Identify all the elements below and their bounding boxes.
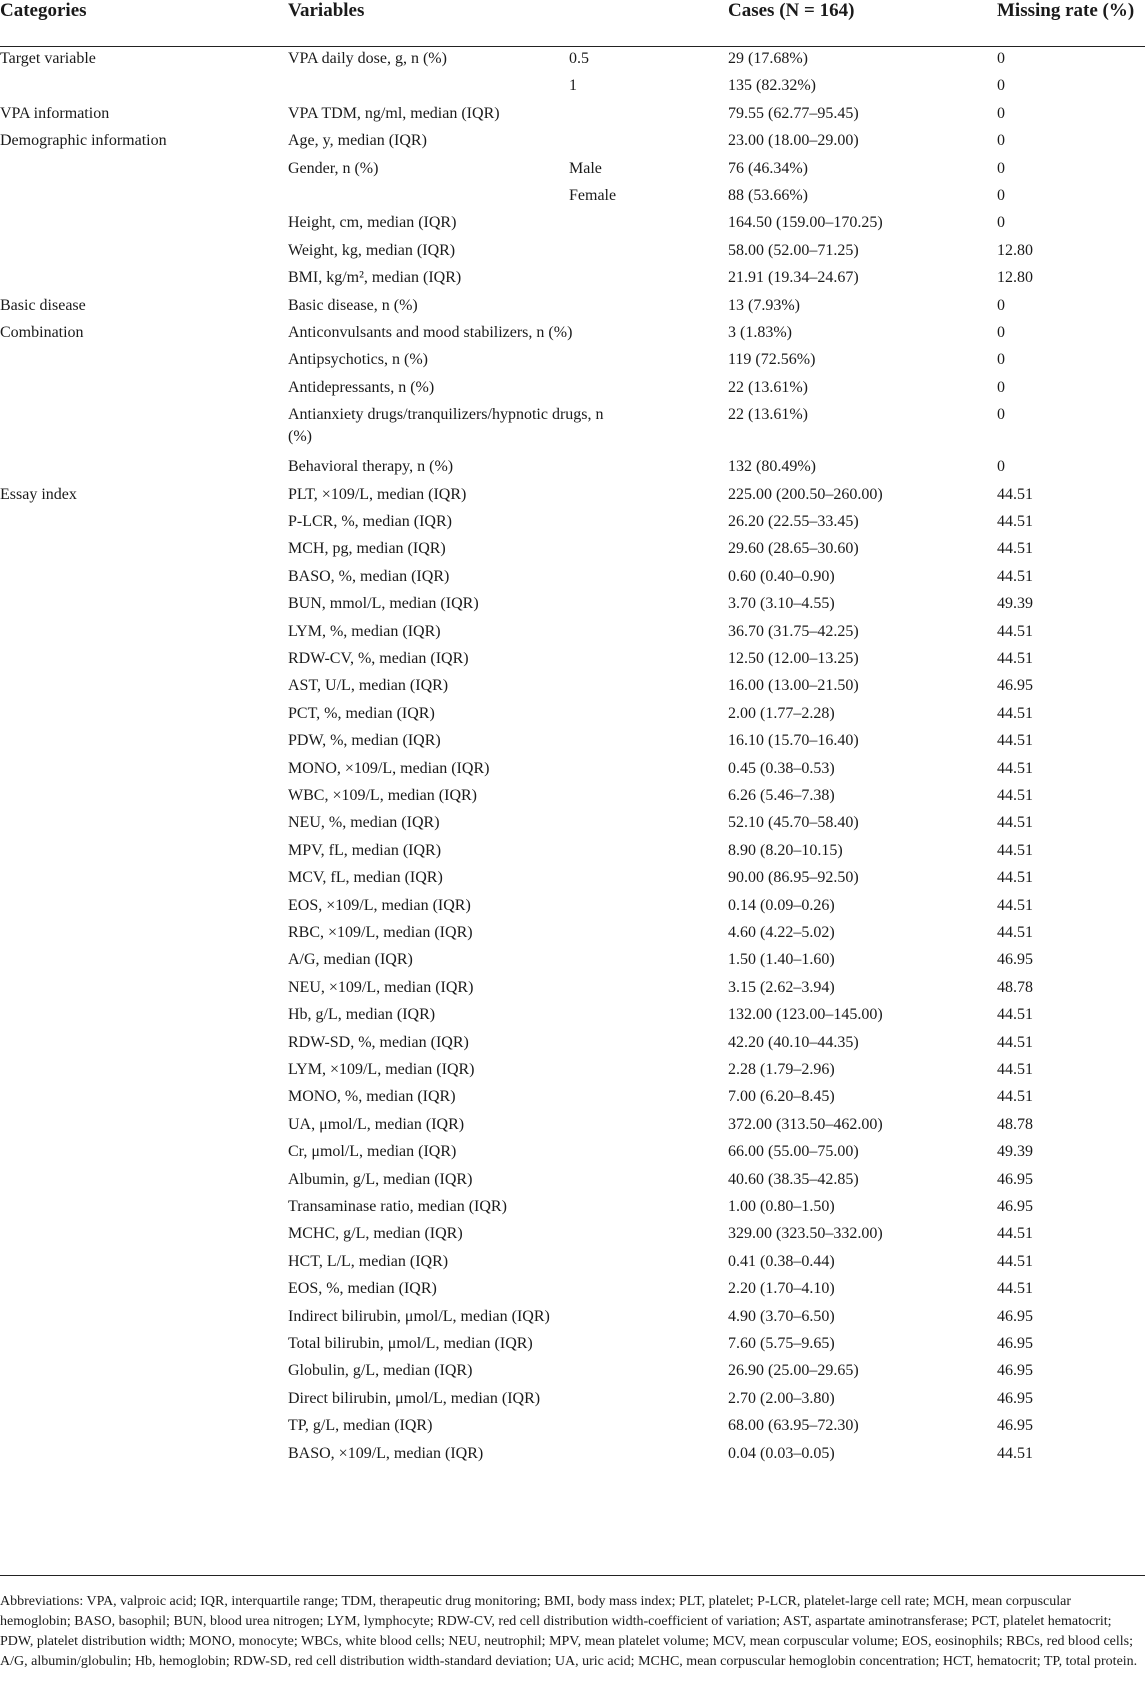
cases-cell: 23.00 (18.00–29.00): [728, 132, 859, 150]
variable-cell: MCHC, g/L, median (IQR): [288, 1225, 463, 1243]
subgroup-cell: 0.5: [569, 50, 589, 67]
table-row: [0, 401, 1145, 453]
table-row: [0, 1220, 1145, 1249]
table-row: [0, 155, 1145, 184]
header-categories: Categories: [0, 0, 87, 21]
missing-rate-cell: 0: [997, 132, 1005, 150]
category-cell: Target variable: [0, 50, 96, 67]
variable-cell: PLT, ×109/L, median (IQR): [288, 485, 467, 503]
variable-cell: Weight, kg, median (IQR): [288, 241, 456, 259]
variable-cell: A/G, median (IQR): [288, 951, 413, 969]
variable-cell: MCV, fL, median (IQR): [288, 869, 443, 887]
variable-cell: AST, U/L, median (IQR): [288, 677, 449, 695]
variable-cell: LYM, ×109/L, median (IQR): [288, 1061, 475, 1078]
variable-cell: HCT, L/L, median (IQR): [288, 1252, 449, 1270]
table-row: [0, 237, 1145, 266]
table-row: [0, 837, 1145, 866]
variable-cell: Anticonvulsants and mood stabilizers, n (%): [288, 324, 573, 341]
category-cell: Demographic information: [0, 132, 167, 150]
table-row: [0, 182, 1145, 211]
missing-rate-cell: 44.51: [997, 650, 1033, 667]
missing-rate-cell: 12.80: [997, 241, 1033, 259]
table-row: [0, 1001, 1145, 1030]
table-row: [0, 481, 1145, 510]
header-missing-rate: Missing rate (%): [997, 0, 1135, 21]
variable-cell: Transaminase ratio, median (IQR): [288, 1198, 507, 1215]
variable-cell: EOS, %, median (IQR): [288, 1280, 437, 1298]
cases-cell: 90.00 (86.95–92.50): [728, 869, 859, 887]
variable-cell: Cr, μmol/L, median (IQR): [288, 1143, 457, 1161]
missing-rate-cell: 46.95: [997, 1170, 1033, 1188]
table-row: [0, 1330, 1145, 1359]
missing-rate-cell: 0: [997, 458, 1005, 476]
cases-cell: 0.60 (0.40–0.90): [728, 567, 835, 585]
cases-cell: 135 (82.32%): [728, 77, 816, 95]
header-cases: Cases (N = 164): [728, 0, 855, 21]
variable-cell: NEU, ×109/L, median (IQR): [288, 978, 474, 996]
table-row: [0, 645, 1145, 674]
missing-rate-cell: 48.78: [997, 1115, 1033, 1133]
cases-cell: 0.41 (0.38–0.44): [728, 1252, 835, 1270]
subgroup-cell: Male: [569, 159, 602, 177]
variable-cell: MCH, pg, median (IQR): [288, 540, 446, 558]
table-row: [0, 508, 1145, 537]
table-row: [0, 1083, 1145, 1112]
subgroup-cell: Female: [569, 187, 617, 204]
cases-cell: 52.10 (45.70–58.40): [728, 814, 859, 832]
header-variables: Variables: [288, 0, 365, 21]
variable-cell: Antidepressants, n (%): [288, 378, 435, 396]
cases-cell: 29.60 (28.65–30.60): [728, 540, 859, 558]
table-row: [0, 292, 1145, 321]
variable-cell: MPV, fL, median (IQR): [288, 841, 442, 859]
variable-cell: P-LCR, %, median (IQR): [288, 513, 452, 530]
missing-rate-cell: 46.95: [997, 677, 1033, 695]
table-row: [0, 45, 1145, 74]
cases-cell: 0.04 (0.03–0.05): [728, 1444, 835, 1462]
variable-cell: BUN, mmol/L, median (IQR): [288, 595, 479, 613]
cases-cell: 3.70 (3.10–4.55): [728, 595, 835, 613]
cases-cell: 12.50 (12.00–13.25): [728, 650, 859, 667]
variable-cell: Gender, n (%): [288, 159, 379, 177]
cases-cell: 42.20 (40.10–44.35): [728, 1033, 859, 1051]
variable-cell: BMI, kg/m², median (IQR): [288, 269, 462, 287]
variable-cell: WBC, ×109/L, median (IQR): [288, 787, 477, 804]
cases-cell: 4.90 (3.70–6.50): [728, 1307, 835, 1325]
missing-rate-cell: 46.95: [997, 1335, 1033, 1352]
table-row: [0, 1029, 1145, 1058]
missing-rate-cell: 0: [997, 351, 1005, 369]
table-row: [0, 892, 1145, 921]
missing-rate-cell: 44.51: [997, 1033, 1033, 1051]
cases-cell: 16.00 (13.00–21.50): [728, 677, 859, 695]
table-row: [0, 919, 1145, 948]
abbreviations-footnote: Abbreviations: VPA, valproic acid; IQR, interquartile range; TDM, therapeutic drug monitoring; BMI, body mass index; PLT, platelet; P-LCR, platelet-large cell rate; MCH, mean corpuscular hemoglobin; BASO, basophil; BUN, blood urea nitrogen; LYM, lymphocyte; RDW-CV, red cell distribution width-coefficient of variation; AST, aspartate aminotransferase; PCT, platelet hematocrit; PDW, platelet distribution width; MONO, monocyte; WBCs, white blood cells; NEU, neutrophil; MPV, mean platelet volume; MCV, mean corpuscular volume; EOS, eosinophils; RBCs, red blood cells; A/G, albumin/globulin; Hb, hemoglobin; RDW-SD, red cell distribution width-standard deviation; UA, uric acid; MCHC, mean corpuscular hemoglobin concentration; HCT, hematocrit; TP, total protein.: [0, 1594, 1138, 1669]
table-row: [0, 72, 1145, 101]
missing-rate-cell: 44.51: [997, 1252, 1033, 1270]
cases-cell: 13 (7.93%): [728, 296, 800, 314]
variable-cell: RDW-SD, %, median (IQR): [288, 1033, 469, 1051]
cases-cell: 7.00 (6.20–8.45): [728, 1088, 835, 1106]
table-row: [0, 590, 1145, 619]
missing-rate-cell: 0: [997, 296, 1005, 314]
variable-cell: Antipsychotics, n (%): [288, 351, 428, 369]
table-row: [0, 727, 1145, 756]
missing-rate-cell: 46.95: [997, 951, 1033, 969]
missing-rate-cell: 44.51: [997, 1061, 1033, 1078]
missing-rate-cell: 49.39: [997, 1143, 1033, 1161]
table-row: [0, 535, 1145, 564]
subgroup-cell: 1: [569, 77, 577, 95]
missing-rate-cell: 0: [997, 324, 1005, 341]
cases-cell: 2.20 (1.70–4.10): [728, 1280, 835, 1298]
missing-rate-cell: 12.80: [997, 269, 1033, 287]
missing-rate-cell: 44.51: [997, 814, 1033, 832]
missing-rate-cell: 44.51: [997, 732, 1033, 750]
missing-rate-cell: 46.95: [997, 1362, 1033, 1380]
table-row: [0, 1056, 1145, 1085]
variable-cell: RDW-CV, %, median (IQR): [288, 650, 469, 667]
cases-cell: 1.00 (0.80–1.50): [728, 1198, 835, 1215]
table-row: [0, 1440, 1145, 1469]
cases-cell: 29 (17.68%): [728, 50, 808, 67]
missing-rate-cell: 0: [997, 378, 1005, 396]
cases-cell: 58.00 (52.00–71.25): [728, 241, 859, 259]
missing-rate-cell: 44.51: [997, 841, 1033, 859]
variable-cell: EOS, ×109/L, median (IQR): [288, 896, 471, 914]
missing-rate-cell: 44.51: [997, 759, 1033, 777]
variable-cell: TP, g/L, median (IQR): [288, 1417, 433, 1435]
table-row: [0, 1248, 1145, 1277]
variable-cell: Antianxiety drugs/tranquilizers/hypnotic drugs, n (%): [288, 406, 604, 446]
variable-cell: VPA TDM, ng/ml, median (IQR): [288, 104, 500, 122]
missing-rate-cell: 44.51: [997, 1088, 1033, 1106]
table-row: [0, 319, 1145, 348]
variable-cell: MONO, %, median (IQR): [288, 1088, 456, 1106]
missing-rate-cell: 0: [997, 406, 1005, 424]
table-row: [0, 809, 1145, 838]
table-row: [0, 1275, 1145, 1304]
cases-cell: 132 (80.49%): [728, 458, 816, 476]
cases-cell: 8.90 (8.20–10.15): [728, 841, 843, 859]
variable-cell: NEU, %, median (IQR): [288, 814, 440, 832]
table-row: [0, 782, 1145, 811]
table-row: [0, 127, 1145, 156]
missing-rate-cell: 44.51: [997, 540, 1033, 558]
table-header: [0, 0, 1145, 47]
cases-cell: 329.00 (323.50–332.00): [728, 1225, 883, 1243]
cases-cell: 36.70 (31.75–42.25): [728, 622, 859, 640]
cases-cell: 26.90 (25.00–29.65): [728, 1362, 859, 1380]
variable-cell: Indirect bilirubin, μmol/L, median (IQR): [288, 1307, 550, 1325]
variable-cell: Height, cm, median (IQR): [288, 214, 457, 232]
variable-cell: LYM, %, median (IQR): [288, 622, 441, 640]
cases-cell: 2.70 (2.00–3.80): [728, 1389, 835, 1407]
table-row: [0, 563, 1145, 592]
cases-cell: 132.00 (123.00–145.00): [728, 1006, 883, 1024]
cases-cell: 21.91 (19.34–24.67): [728, 269, 859, 287]
cases-cell: 164.50 (159.00–170.25): [728, 214, 883, 232]
missing-rate-cell: 0: [997, 214, 1005, 232]
table-row: [0, 346, 1145, 375]
cases-cell: 7.60 (5.75–9.65): [728, 1335, 835, 1352]
table-row: [0, 1412, 1145, 1441]
missing-rate-cell: 0: [997, 104, 1005, 122]
cases-cell: 225.00 (200.50–260.00): [728, 485, 883, 503]
category-cell: Combination: [0, 324, 84, 341]
missing-rate-cell: 44.51: [997, 869, 1033, 887]
missing-rate-cell: 44.51: [997, 485, 1033, 503]
missing-rate-cell: 44.51: [997, 513, 1033, 530]
table-row: [0, 1357, 1145, 1386]
variable-cell: PCT, %, median (IQR): [288, 704, 435, 722]
cases-cell: 68.00 (63.95–72.30): [728, 1417, 859, 1435]
table-row: [0, 1193, 1145, 1222]
category-cell: Essay index: [0, 485, 77, 503]
cases-cell: 1.50 (1.40–1.60): [728, 951, 835, 969]
cases-cell: 66.00 (55.00–75.00): [728, 1143, 859, 1161]
table-row: [0, 264, 1145, 293]
table-row: [0, 974, 1145, 1003]
variable-cell: Direct bilirubin, μmol/L, median (IQR): [288, 1389, 541, 1407]
table-row: [0, 1385, 1145, 1414]
table-row: [0, 672, 1145, 701]
missing-rate-cell: 0: [997, 187, 1005, 204]
missing-rate-cell: 0: [997, 77, 1005, 95]
table-row: [0, 618, 1145, 647]
table-row: [0, 100, 1145, 129]
category-cell: Basic disease: [0, 296, 86, 314]
variable-cell: PDW, %, median (IQR): [288, 732, 441, 750]
cases-cell: 76 (46.34%): [728, 159, 808, 177]
missing-rate-cell: 44.51: [997, 704, 1033, 722]
missing-rate-cell: 44.51: [997, 924, 1033, 941]
variable-cell: Basic disease, n (%): [288, 296, 418, 314]
table-row: [0, 374, 1145, 403]
table-row: [0, 864, 1145, 893]
variable-cell: BASO, ×109/L, median (IQR): [288, 1444, 484, 1462]
variable-cell: Age, y, median (IQR): [288, 132, 427, 150]
missing-rate-cell: 46.95: [997, 1417, 1033, 1435]
cases-cell: 0.14 (0.09–0.26): [728, 896, 835, 914]
cases-cell: 40.60 (38.35–42.85): [728, 1170, 859, 1188]
missing-rate-cell: 44.51: [997, 1280, 1033, 1298]
missing-rate-cell: 48.78: [997, 978, 1033, 996]
variable-cell: UA, μmol/L, median (IQR): [288, 1115, 465, 1133]
table-bottom-rule: [0, 1575, 1145, 1576]
variable-cell: MONO, ×109/L, median (IQR): [288, 759, 490, 777]
missing-rate-cell: 44.51: [997, 567, 1033, 585]
category-cell: VPA information: [0, 104, 110, 122]
table-row: [0, 1138, 1145, 1167]
cases-cell: 22 (13.61%): [728, 378, 808, 396]
table-row: [0, 755, 1145, 784]
table-row: [0, 700, 1145, 729]
cases-cell: 88 (53.66%): [728, 187, 808, 204]
missing-rate-cell: 44.51: [997, 1006, 1033, 1024]
missing-rate-cell: 0: [997, 159, 1005, 177]
cases-cell: 16.10 (15.70–16.40): [728, 732, 859, 750]
variable-cell: Total bilirubin, μmol/L, median (IQR): [288, 1335, 533, 1352]
table-row: [0, 1111, 1145, 1140]
variable-cell: VPA daily dose, g, n (%): [288, 50, 447, 67]
cases-cell: 26.20 (22.55–33.45): [728, 513, 859, 530]
cases-cell: 79.55 (62.77–95.45): [728, 104, 859, 122]
missing-rate-cell: 44.51: [997, 896, 1033, 914]
table-row: [0, 1303, 1145, 1332]
missing-rate-cell: 44.51: [997, 787, 1033, 804]
table-row: [0, 209, 1145, 238]
missing-rate-cell: 0: [997, 50, 1005, 67]
variable-cell: Globulin, g/L, median (IQR): [288, 1362, 473, 1380]
cases-cell: 2.28 (1.79–2.96): [728, 1061, 835, 1078]
variable-cell: RBC, ×109/L, median (IQR): [288, 924, 473, 941]
missing-rate-cell: 44.51: [997, 622, 1033, 640]
table-row: [0, 453, 1145, 482]
missing-rate-cell: 44.51: [997, 1225, 1033, 1243]
missing-rate-cell: 49.39: [997, 595, 1033, 613]
variable-cell: BASO, %, median (IQR): [288, 567, 450, 585]
cases-cell: 119 (72.56%): [728, 351, 816, 369]
cases-cell: 3.15 (2.62–3.94): [728, 978, 835, 996]
missing-rate-cell: 46.95: [997, 1307, 1033, 1325]
cases-cell: 2.00 (1.77–2.28): [728, 704, 835, 722]
cases-cell: 372.00 (313.50–462.00): [728, 1115, 883, 1133]
variable-cell: Behavioral therapy, n (%): [288, 458, 454, 476]
cases-cell: 3 (1.83%): [728, 324, 792, 341]
variable-cell: Hb, g/L, median (IQR): [288, 1006, 436, 1024]
cases-cell: 0.45 (0.38–0.53): [728, 759, 835, 777]
missing-rate-cell: 44.51: [997, 1444, 1033, 1462]
cases-cell: 6.26 (5.46–7.38): [728, 787, 835, 804]
cases-cell: 22 (13.61%): [728, 406, 808, 424]
table-row: [0, 946, 1145, 975]
variable-cell: Albumin, g/L, median (IQR): [288, 1170, 473, 1188]
missing-rate-cell: 46.95: [997, 1389, 1033, 1407]
missing-rate-cell: 46.95: [997, 1198, 1033, 1215]
cases-cell: 4.60 (4.22–5.02): [728, 924, 835, 941]
table-row: [0, 1166, 1145, 1195]
